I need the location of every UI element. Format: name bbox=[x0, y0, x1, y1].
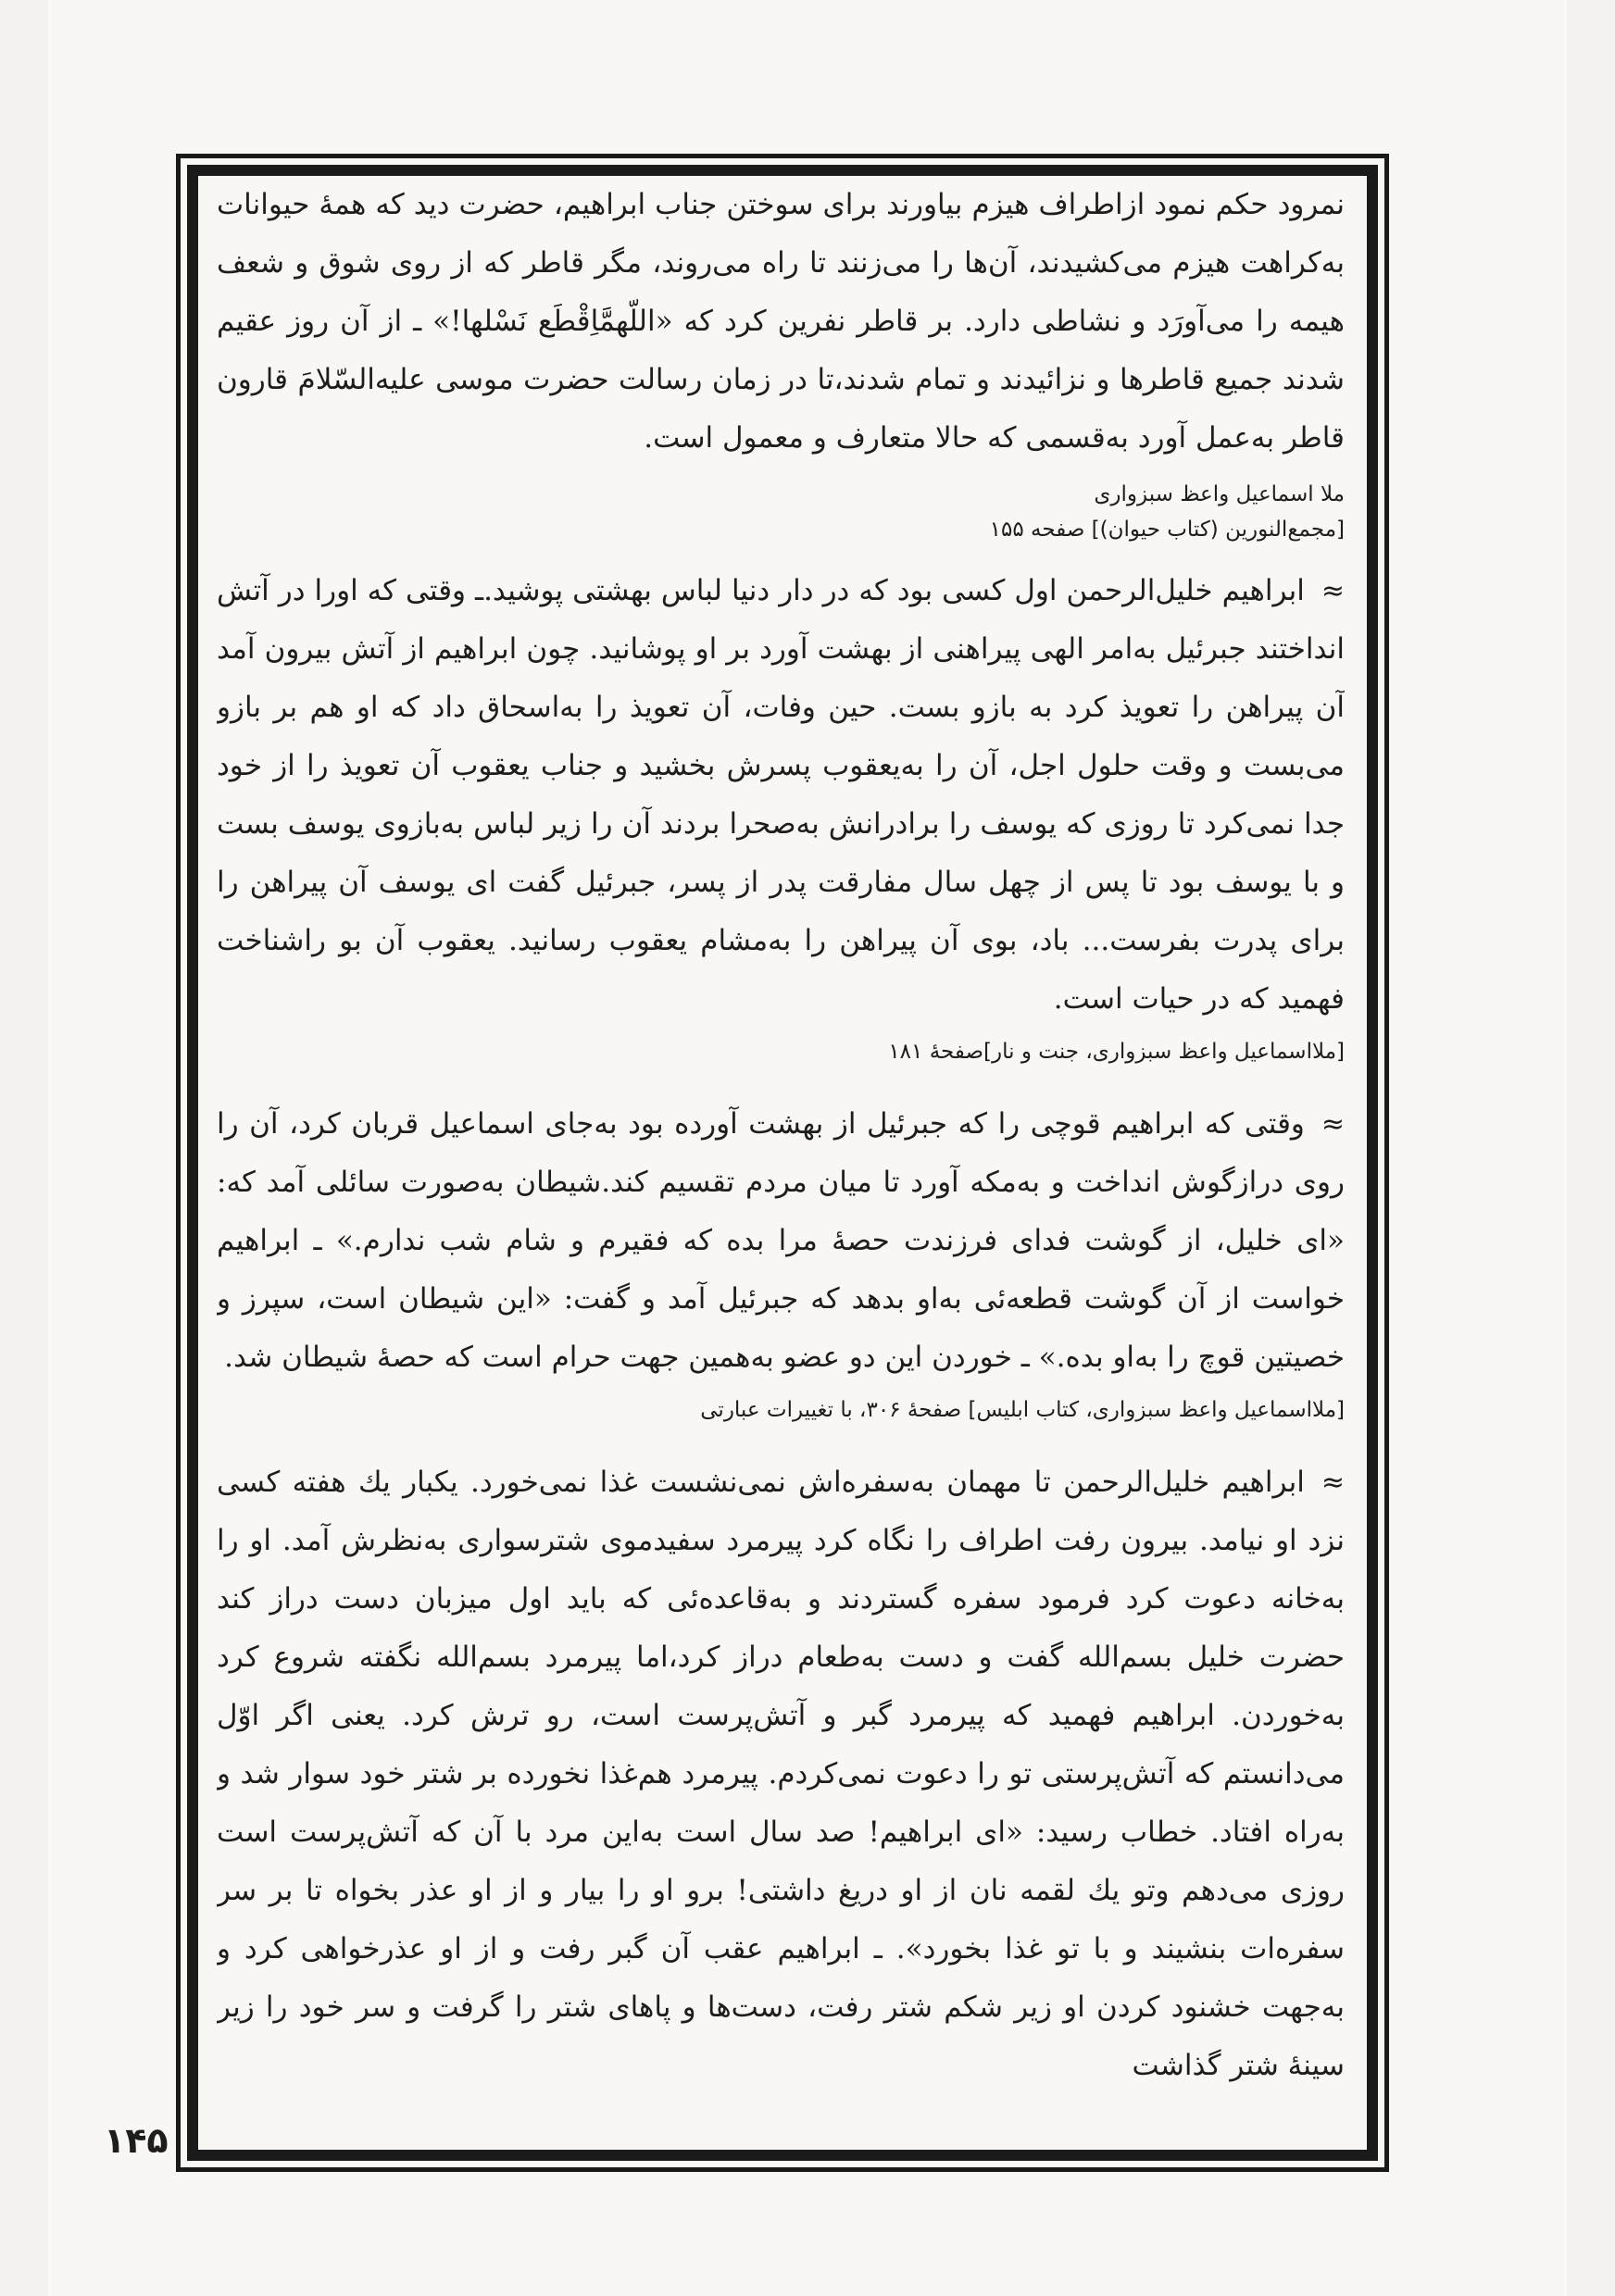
source-reference: [ملااسماعیل واعظ سبزواری، جنت و نار]صفحهٔ ۱۸۱ bbox=[888, 1040, 1345, 1064]
paragraph-mule-curse bbox=[217, 176, 1345, 468]
paragraph-text: ابراهیم خلیل‌الرحمن تا مهمان به‌سفره‌اش نمی‌نشست غذا نمی‌خورد. یکبار یك هفته کسی نزد او نیامد. بیرون رفت اطراف را نگاه کرد پیرمرد سفیدموی شترسواری به‌نظرش آمد. او را به‌خانه دعوت کرد فرمود سفره گستردند و به‌قاعده‌ئی که باید اول میزبان دست دراز کند حضرت خلیل بسم‌الله گفت و دست به‌طعام دراز کرد،اما پیرمرد بسم‌الله نگفته شروع کرد به‌خوردن. ابراهیم فهمید که پیرمرد گبر و آتش‌پرست است، رو ترش کرد. یعنی اگر اوّل می‌دانستم که آتش‌پرستی تو را دعوت نمی‌کردم. پیرمرد هم‌غذا نخورده بر شتر خود سوار شد و به‌راه افتاد. خطاب رسید: «ای ابراهیم! صد سال است به‌این مرد با آن که آتش‌پرست است روزی می‌دهم وتو یك لقمه نان از او دریغ داشتی! برو او را بیار و از او عذر بخواه تا بر سر سفره‌ات بنشیند و با تو غذا بخورد». ـ ابراهیم عقب آن گبر رفت و از او عذرخواهی کرد و به‌جهت خشنود کردن او زیر شکم شتر رفت، دست‌ها و پاهای شتر را گرفت و سر خود را زیر سینهٔ شتر گذاشت bbox=[217, 1466, 1345, 2082]
paragraph-shirt-of-paradise bbox=[217, 562, 1345, 1029]
paragraph-text: نمرود حکم نمود ازاطراف هیزم بیاورند برای سوختن جناب ابراهیم، حضرت دید که همهٔ حیوانات به‌کراهت هیزم می‌کشیدند، آن‌ها را می‌زنند تا راه می‌روند، مگر قاطر که از روی شوق و شعف هیمه را می‌آورَد و نشاطی دارد. بر قاطر نفرین کرد که «اللّهمَّاِقْطَع نَسْلها!» ـ از آن روز عقیم شدند جمیع قاطرها و نزائیدند و تمام شدند،تا در زمان رسالت حضرت موسی علیه‌السّلامَ قارون قاطر به‌عمل آورد به‌قسمی که حالا متعارف و معمول است. bbox=[217, 188, 1345, 455]
page-text-block bbox=[217, 176, 1345, 2139]
source-author: ملا اسماعیل واعظ سبزواری bbox=[1094, 482, 1345, 506]
page-number: ۱۴۵ bbox=[104, 2120, 169, 2161]
approx-mark-icon: ≈ bbox=[1321, 1466, 1345, 1499]
paragraph-guest-story bbox=[217, 1454, 1345, 2095]
paragraph-text: ابراهیم خلیل‌الرحمن اول کسی بود که در دار دنیا لباس بهشتی پوشید.ـ وقتی که اورا در آتش انداختند جبرئیل به‌امر الهی پیراهنی از بهشت آورد بر او پوشانید. چون ابراهیم از آتش بیرون آمد آن پیراهن را تعویذ کرد به بازو بست. حین وفات، آن تعویذ را به‌اسحاق داد که او هم بر بازو می‌بست و وقت حلول اجل، آن را به‌یعقوب پسرش بخشید و جناب یعقوب آن تعویذ را از خود جدا نمی‌کرد تا روزی که یوسف را برادرانش به‌صحرا بردند آن را زیر لباس به‌بازوی یوسف بست و با یوسف بود تا پس از چهل سال مفارقت پدر از پسر، جبرئیل گفت ای یوسف آن پیراهن را برای پدرت بفرست... باد، بوی آن پیراهن را به‌مشام یعقوب رسانید. یعقوب آن بو راشناخت فهمید که در حیات است. bbox=[217, 574, 1345, 1016]
source-reference: [ملااسماعیل واعظ سبزواری، کتاب ابلیس] صفحهٔ ۳۰۶، با تغییرات عبارتی bbox=[700, 1398, 1345, 1422]
paragraph-text: وقتی که ابراهیم قوچی را که جبرئیل از بهشت آورده بود به‌جای اسماعیل قربان کرد، آن را روی درازگوش انداخت و به‌مکه آورد تا میان مردم تقسیم کند.شیطان به‌صورت سائلی آمد که: «ای خلیل، از گوشت فدای فرزندت حصهٔ مرا بده که فقیرم و شام شب ندارم.» ـ ابراهیم خواست از آن گوشت قطعه‌ئی به‌او بدهد که جبرئیل آمد و گفت: «این شیطان است، سپرز و خصیتین قوچ را به‌او بده.» ـ خوردن این دو عضو به‌همین جهت حرام است که حصهٔ شیطان شد. bbox=[217, 1107, 1345, 1374]
paragraph-sacrificial-ram bbox=[217, 1095, 1345, 1387]
source-reference: [مجمع‌النورین (کتاب حیوان)] صفحه ۱۵۵ bbox=[989, 518, 1345, 542]
approx-mark-icon: ≈ bbox=[1321, 1108, 1345, 1141]
approx-mark-icon: ≈ bbox=[1321, 575, 1345, 607]
